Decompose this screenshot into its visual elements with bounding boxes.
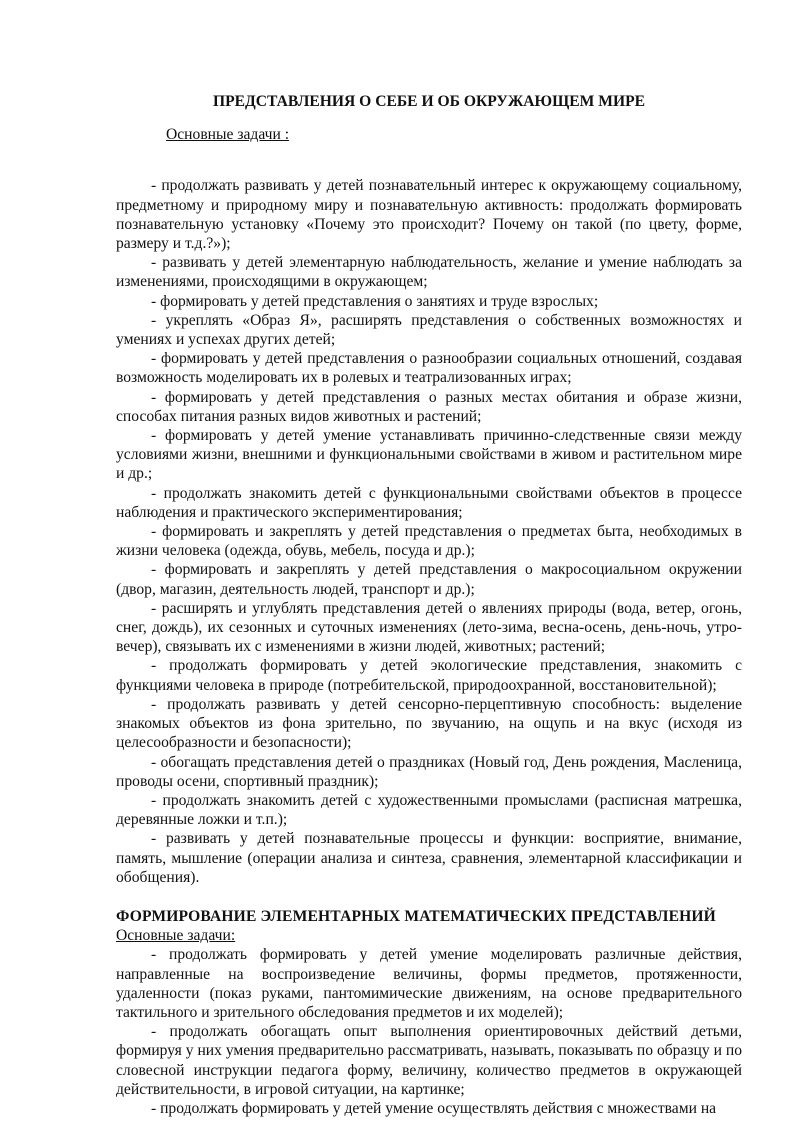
document-page — [116, 92, 742, 1118]
task-item: - продолжать развивать у детей сенсорно-перцептивную способность: выделение знакомых объектов из фона зрительно, по звучанию, на ощупь и на вкус (исходя из целесообразности и безопасности); — [116, 695, 742, 752]
spacer — [116, 887, 742, 907]
section-subheading-tasks-math: Основные задачи: — [116, 927, 236, 945]
task-item: - продолжать формировать у детей умение моделировать различные действия, направленные на воспроизведение величины, формы предметов, протяженности, удаленности (показ руками, пантомимические движениям, на основе предварительного тактильного и зрительного обследования предметов и их моделей); — [116, 946, 742, 1021]
task-item: - формировать у детей умение устанавливать причинно-следственные связи между условиями жизни, внешними и функциональными свойствами в живом и растительном мире и др.; — [116, 427, 742, 483]
task-item: - продолжать развивать у детей познавательный интерес к окружающему социальному, предметному и природному миру и познавательную активность: продолжать формировать познавательную установку «Почему это происходит? Почему он такой (по цвету, форме, размеру и т.д.?»); — [116, 177, 742, 253]
task-item: - формировать у детей представления о занятиях и труде взрослых; — [151, 292, 599, 310]
task-item: - продолжать знакомить детей с художественными промыслами (расписная матрешка, деревянные ложки и т.п.); — [116, 791, 742, 829]
task-item: - продолжать формировать у детей экологические представления, знакомить с функциями человека в природе (потребительской, природоохранной, восстановительной); — [116, 657, 742, 694]
task-list-world — [116, 176, 742, 887]
task-list-math — [116, 945, 742, 1118]
section-title-world: ПРЕДСТАВЛЕНИЯ О СЕБЕ И ОБ ОКРУЖАЮЩЕМ МИРЕ — [212, 93, 645, 110]
task-item: - развивать у детей элементарную наблюдательность, желание и умение наблюдать за изменениями, происходящими в окружающем; — [116, 254, 742, 291]
task-item: - формировать у детей представления о разнообразии социальных отношений, создавая возможность моделировать их в ролевых и театрализованных играх; — [116, 350, 742, 387]
section-subheading-tasks: Основные задачи : — [166, 126, 290, 144]
section-title-math: ФОРМИРОВАНИЕ ЭЛЕМЕНТАРНЫХ МАТЕМАТИЧЕСКИХ ПРЕДСТАВЛЕНИЙ — [116, 907, 716, 925]
task-item: - расширять и углублять представления детей о явлениях природы (вода, ветер, огонь, снег, дождь), их сезонных и суточных изменениях (лето-зима, весна-осень, день-ночь, утро-вечер), связывать их с изменениями в жизни людей, животных; растений; — [116, 599, 742, 656]
task-item: - укреплять «Образ Я», расширять представления о собственных возможностях и умениях и успехах других детей; — [116, 311, 742, 349]
task-item: - продолжать обогащать опыт выполнения ориентировочных действий детьми, формируя у них умения предварительно рассматривать, называть, показывать по образцу и по словесной инструкции педагога форму, величину, количество предметов в окружающей действительности, в игровой ситуации, на картинке; — [116, 1023, 742, 1098]
task-item: - формировать у детей представления о разных местах обитания и образе жизни, способах питания разных видов животных и растений; — [116, 388, 742, 425]
task-item: - развивать у детей познавательные процессы и функции: восприятие, внимание, память, мышление (операции анализа и синтеза, сравнения, элементарной классификации и обобщения). — [116, 830, 742, 886]
task-item: - продолжать формировать у детей умение осуществлять действия с множествами на — [151, 1099, 717, 1117]
task-item: - продолжать знакомить детей с функциональными свойствами объектов в процессе наблюдения и практического экспериментирования; — [116, 484, 742, 521]
task-item: - формировать и закреплять у детей представления о предметах быта, необходимых в жизни человека (одежда, обувь, мебель, посуда и др.); — [116, 523, 742, 560]
task-item: - обогащать представления детей о праздниках (Новый год, День рождения, Масленица, проводы осени, спортивный праздник); — [116, 753, 742, 790]
spacer — [116, 158, 742, 176]
task-item: - формировать и закреплять у детей представления о макросоциальном окружении (двор, магазин, деятельность людей, транспорт и др.); — [116, 561, 742, 598]
